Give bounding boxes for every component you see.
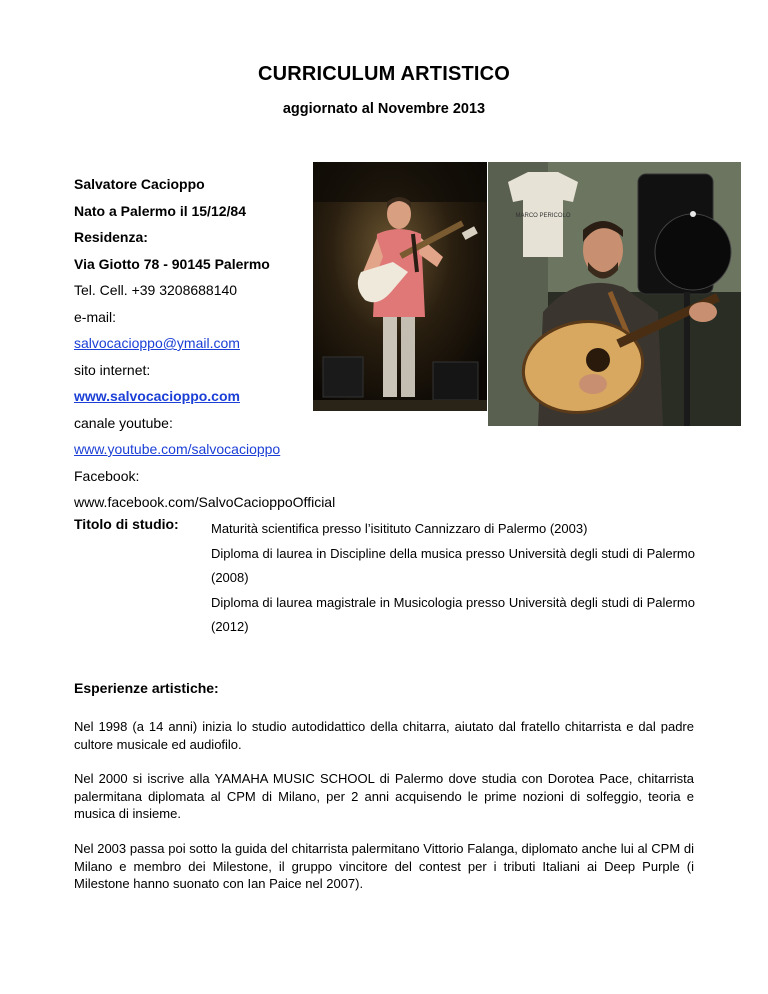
- youtube-label: canale youtube:: [74, 414, 173, 431]
- page-title: CURRICULUM ARTISTICO: [257, 63, 511, 85]
- site-label: sito internet:: [74, 361, 151, 378]
- education-item: Diploma di laurea in Discipline della musica presso Università degli studi di Palermo (2008): [211, 545, 695, 585]
- stage-photo: [313, 162, 487, 411]
- facebook-url: www.facebook.com/SalvoCacioppoOfficial: [74, 494, 336, 510]
- address: Via Giotto 78 - 90145 Palermo: [74, 255, 270, 272]
- experience-heading: Esperienze artistiche:: [74, 680, 219, 696]
- email-label: e-mail:: [74, 308, 117, 325]
- education-list: [211, 517, 695, 640]
- education-label: Titolo di studio:: [74, 516, 179, 532]
- youtube-link[interactable]: www.youtube.com/salvocacioppo: [74, 441, 281, 457]
- contact-info: [74, 176, 336, 521]
- experience-paragraph: Nel 2003 passa poi sotto la guida del chitarrista palermitano Vittorio Falanga, diplomato anche lui al CPM di Milano e membro dei Milestone, il gruppo vincitore del contest per i tributi Italiani ai Deep Purple (i Milestone hanno suonato con Ian Paice nel 2007).: [74, 841, 694, 891]
- website-link[interactable]: www.salvocacioppo.com: [74, 388, 240, 404]
- phone: Tel. Cell. +39 3208688140: [74, 282, 238, 298]
- facebook-label: Facebook:: [74, 467, 140, 484]
- person-name: Salvatore Cacioppo: [74, 176, 205, 192]
- experience-paragraph: Nel 2000 si iscrive alla YAMAHA MUSIC SCHOOL di Palermo dove studia con Dorotea Pace, chitarrista palermitana diplomata al CPM di Milano, per 2 anni acquisendo le prime nozioni di solfeggio, teoria e musica di insieme.: [74, 771, 694, 821]
- page-subtitle: aggiornato al Novembre 2013: [282, 101, 486, 117]
- acoustic-photo: [488, 162, 741, 426]
- education-item: Diploma di laurea magistrale in Musicologia presso Università degli studi di Palermo (2012): [211, 594, 695, 634]
- experience-paragraph: Nel 1998 (a 14 anni) inizia lo studio autodidattico della chitarra, aiutato dal fratello chitarrista e dal padre cultore musicale ed audiofilo.: [74, 719, 694, 752]
- residence-label: Residenza:: [74, 229, 148, 245]
- education-item: Maturità scientifica presso l’isitituto Cannizzaro di Palermo (2003): [211, 521, 588, 536]
- tshirt-print-text: MARCO PERICOLO: [515, 213, 571, 219]
- email-link[interactable]: salvocacioppo@ymail.com: [74, 335, 240, 351]
- birth-info: Nato a Palermo il 15/12/84: [74, 202, 246, 219]
